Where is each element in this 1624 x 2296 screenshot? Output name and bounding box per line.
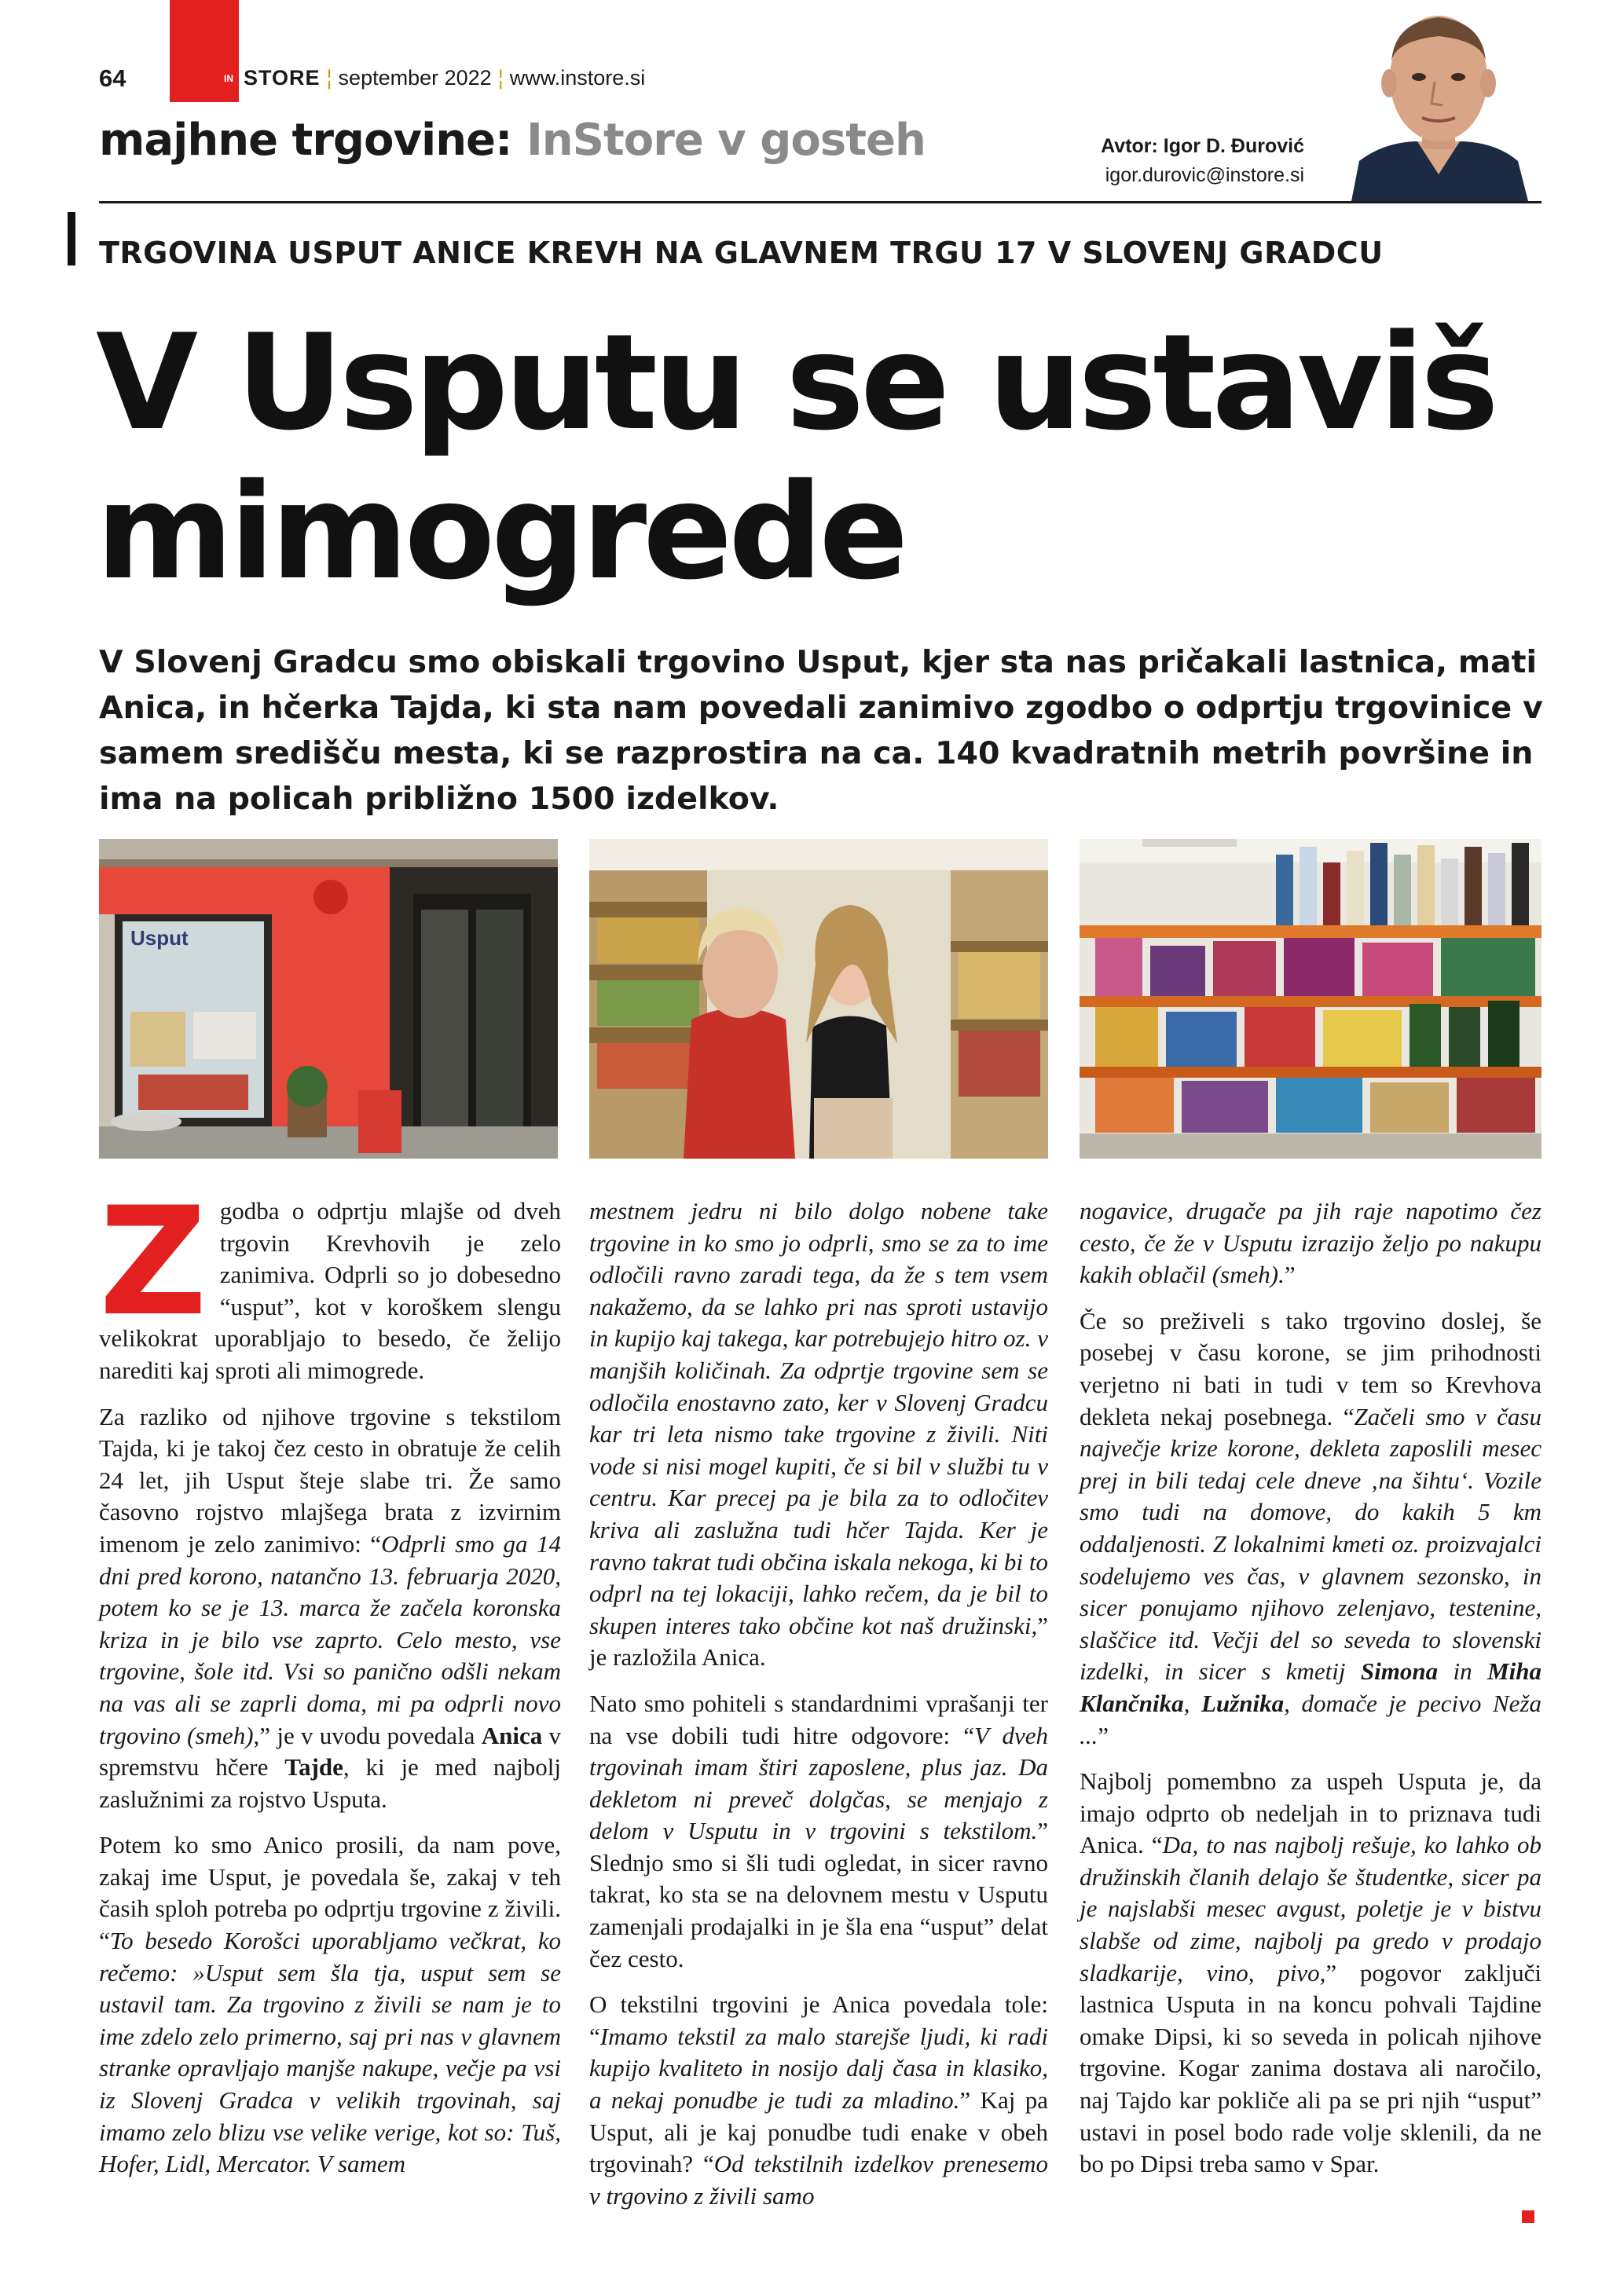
- issue-date: september 2022: [338, 66, 492, 90]
- text-run: Najbolj pomembno za uspeh Usputa je, da imajo odprto ob nedeljah in to priznava tudi Anica. “: [1080, 1767, 1542, 1859]
- body-paragraph: [99, 1175, 561, 1387]
- quote-run: Da, to nas najbolj rešuje, ko lahko ob družinskih članih delajo še študentke, sicer pa je najslabši mesec avgust, poletje je v bistvu slabše od zime, najbolj pa gredo v prodajo sladkarije, vino, pivo,: [1080, 1831, 1542, 1987]
- quote-run: Od tekstilnih izdelkov prenesemo v trgovino z živili samo: [589, 2150, 1048, 2210]
- author-block: [998, 135, 1304, 187]
- quote-run: mestnem jedru ni bilo dolgo nobene take trgovine in ko smo jo odprli, smo se za to ime odločili ravno zaradi tega, da že s tem vsem nakažemo, da se lahko pri nas sproti ustavijo in kupijo kaj takega, kar potrebujejo hitro oz. v manjših količinah. Za odprtje trgovine sem se odločila enostavno zato, ker v Slovenj Gradcu kar tri leta nismo take trgovine z živili. Niti vode si nisi mogel kupiti, če si bil v službi tu v centru. Kar precej pa je bila za to odločitev kriva ali zaslužna tudi hčer Tajda. Ker je ravno takrat tudi občina iskala nekoga, ki bi to odprl na tej lokaciji, lahko rečem, da je bil to skupen interes tako občine kot naš družinski,: [589, 1197, 1048, 1639]
- article-lead: V Slovenj Gradcu smo obiskali trgovino Usput, kjer sta nas pričakali lastnica, mati Anica, in hčerka Tajda, ki sta nam povedali zanimivo zgodbo o odprtju trgovinice v samem središču mesta, ki se razprostira na ca. 140 kvadratnih metrih površine in ima na policah približno 1500 izdelkov.: [99, 644, 1543, 817]
- quote-run: in: [1438, 1657, 1488, 1686]
- body-column-2: [589, 1196, 1048, 2226]
- text-run: ”: [1098, 1721, 1109, 1749]
- quote-run: nogavice, drugače pa jih raje napotimo čez cesto, če že v Usputu izrazijo željo po nakupu kakih oblačil (smeh).: [1080, 1197, 1542, 1289]
- kicker-bar: [68, 212, 75, 265]
- body-paragraph: [1080, 1305, 1542, 1752]
- text-run: , ki je med najbolj zaslužnimi za rojstvo Usputa.: [99, 1753, 561, 1813]
- section-rubric: [99, 115, 926, 166]
- rubric-sub: InStore v gosteh: [526, 115, 926, 166]
- body-paragraph: [1080, 1766, 1542, 2181]
- text-run: godba o odprtju mlajše od dveh trgovin Krevhovih je zelo zanimiva. Odprli so jo dobesedno “usput”, kot v koroškem slengu velikokrat uporabljajo to besedo, če želijo narediti kaj sproti ali mimogrede.: [99, 1197, 561, 1384]
- name-anica: Anica: [481, 1721, 543, 1749]
- text-run: ”: [1284, 1261, 1296, 1289]
- quote-run: Imamo tekstil za malo starejše ljudi, ki radi kupijo kvaliteto in nosijo dalj časa in klasiko, a nekaj ponudbe je tudi za mladino.: [589, 2022, 1048, 2115]
- author-portrait: [1336, 0, 1542, 201]
- author-email[interactable]: igor.durovic@instore.si: [1105, 164, 1304, 186]
- body-column-1: [99, 1175, 561, 2195]
- article-end-mark: [1522, 2210, 1534, 2223]
- text-run: Če so preživeli s tako trgovino doslej, še posebej v času korone, se jim prihodnosti verjetno ni bati in tudi v tem so Krevhova dekleta nekaj posebnega. “: [1080, 1306, 1542, 1430]
- quote-run: ,: [1183, 1689, 1202, 1717]
- name-luznik: Lužnika: [1201, 1689, 1285, 1717]
- page-number: 64: [99, 64, 126, 92]
- photo-shelves: [1080, 839, 1542, 1159]
- site-url[interactable]: www.instore.si: [509, 66, 646, 90]
- quote-run: Odprli smo ga 14 dni pred korono, natančno 13. februarja 2020, potem ko se je 13. marca že začela koronska kriza in je bilo vse zaprto. Celo mesto, vse trgovine, šole itd. Vsi so panično odšli nekam na vas ali se zaprli doma, mi pa odprli novo trgovino (smeh): [99, 1529, 561, 1749]
- quote-run: Začeli smo v času največje krize korone, dekleta zaposlili mesec prej in bili tedaj cele dneve ‚na šihtu‘. Vozile smo tudi na domove, do kakih 5 km oddaljenosti. Z lokalnimi kmeti oz. proizvajalci sodelujemo ves čas, v glavnem sezonsko, in sicer ponujamo njihovo zelenjavo, testenine, slaščice itd. Večji del so seveda to slovenski izdelki, in sicer s kmetij: [1080, 1402, 1542, 1686]
- text-run: ” Slednjo smo si šli tudi ogledat, in sicer ravno takrat, ko sta se na delovnem mestu v Usputu zamenjali prodajalki in je šla ena “usput” delat čez cesto.: [589, 1817, 1048, 1972]
- separator: ¦: [497, 66, 504, 90]
- magazine-brand: [220, 66, 645, 90]
- text-run: Za razliko od njihove trgovine s tekstilom Tajda, ki je takoj čez cesto in obratuje že celih 24 let, jih Usput šteje slabe tri. Že samo časovno rojstvo mlajšega brata z izvirnim imenom je zelo zanimivo: “: [99, 1402, 561, 1558]
- text-run: ,” je v uvodu povedala: [253, 1721, 482, 1749]
- text-run: O tekstilni trgovini je Anica povedala tole: “: [589, 1990, 1048, 2050]
- body-paragraph: [99, 1829, 561, 2181]
- text-run: ” pogovor zaključi lastnica Usputa in na koncu pohvali Tajdine omake Dipsi, ki so seveda in policah njihove trgovine. Kogar zanima dostava ali naročilo, naj Tajdo kar pokliče ali pa se pri njih “usput” ustavi in posel bodo rade volje sklenili, da ne bo po Dipsi treba samo v Spar.: [1080, 1958, 1542, 2178]
- text-run: ” Kaj pa Usput, ali je kaj ponudbe tudi enake v obeh trgovinah? “: [589, 2086, 1048, 2178]
- name-simona: Simona: [1360, 1657, 1439, 1686]
- photo-shop-sign: Usput: [130, 926, 189, 950]
- text-run: Potem ko smo Anico prosili, da nam pove, zakaj ime Usput, je povedala še, zakaj v teh časih sploh potreba po odprtju trgovine z živili. “: [99, 1831, 561, 1955]
- quote-run: , domače je pecivo Neža ...: [1080, 1689, 1542, 1749]
- article-kicker: TRGOVINA USPUT ANICE KREVH NA GLAVNEM TRGU 17 V SLOVENJ GRADCU: [99, 236, 1384, 270]
- body-paragraph: [589, 1989, 1048, 2212]
- dropcap: Z: [99, 1175, 207, 1349]
- photo-owners: [589, 839, 1048, 1159]
- body-column-3: [1080, 1196, 1542, 2195]
- photo-shop-entrance: [99, 839, 558, 1159]
- body-paragraph: [1080, 1196, 1542, 1291]
- separator: ¦: [326, 66, 332, 90]
- headline-line-1: V Usputu se ustaviš: [96, 306, 1495, 460]
- instore-logo-icon: IN: [220, 70, 237, 87]
- brand-name: STORE: [244, 66, 321, 90]
- text-run: ” je razložila Anica.: [589, 1611, 1048, 1672]
- name-miha-klancnik: Miha Klančnika: [1080, 1657, 1542, 1717]
- text-run: Nato smo pohiteli s standardnimi vprašanji ter na vse dobili tudi hitre odgovore: “: [589, 1689, 1048, 1749]
- body-paragraph: [99, 1401, 561, 1816]
- article-headline: [96, 306, 1542, 609]
- name-tajde: Tajde: [284, 1753, 343, 1782]
- quote-run: V dveh trgovinah imam štiri zaposlene, plus jaz. Da dekletom ni preveč dolgčas, se menjajo z delom v Usputu in v trgovini s tekstilom.: [589, 1721, 1048, 1845]
- body-paragraph: [589, 1196, 1048, 1674]
- text-run: v spremstvu hčere: [99, 1721, 561, 1782]
- rubric-main: majhne trgovine:: [99, 115, 512, 166]
- author-name: Avtor: Igor D. Đurović: [1101, 135, 1304, 157]
- header-rule: [99, 201, 1542, 203]
- headline-line-2: mimogrede: [96, 455, 905, 609]
- body-paragraph: [589, 1688, 1048, 1975]
- quote-run: To besedo Korošci uporabljamo večkrat, ko rečemo: »Usput sem šla tja, usput sem se ustavil tam. Za trgovino z živili se nam je to ime zdelo zelo primerno, saj pri nas v glavnem stranke opravljajo manjše nakupe, večje pa vsi iz Slovenj Gradca v velikih trgovinah, saj imamo zelo blizu vse velike verige, kot so: Tuš, Hofer, Lidl, Mercator. V samem: [99, 1927, 561, 2178]
